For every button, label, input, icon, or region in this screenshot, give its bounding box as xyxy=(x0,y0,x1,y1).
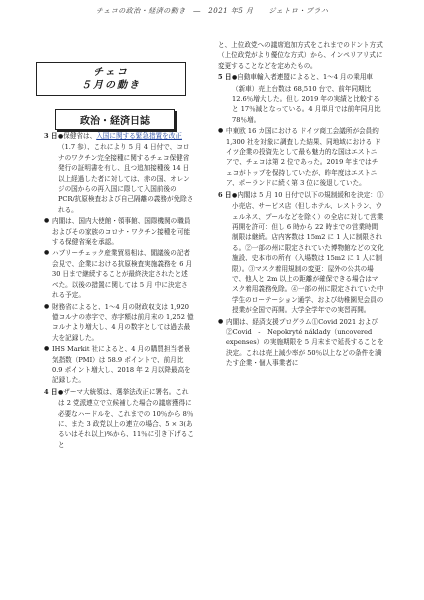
entry-day: 4 日 xyxy=(44,387,58,396)
diary-entry xyxy=(218,190,384,316)
entry-text: ●保健省は、入国に関する緊急措置を改正（1.7 参）、これにより 5 月 4 日付で、コロナのワクチン完全接種に関するチェコ保健省発行の証明書を有し、且つ追加接種後 14 日以上経過した者に対しては、赤の国、オレンジの国からの再入国に際して入国前後の PCR/抗原検査および自己隔離の義務が免除される。 xyxy=(58,132,194,214)
title-box xyxy=(36,62,186,96)
continued-text: と、上位政党への議席追加方式をこれまでのドント方式（上位政党がより優位な方式）から、インペリアリ式に変更することなどを定めたもの。 xyxy=(218,41,383,70)
diary-bullet: ● 財務省によると、1〜4 月の財政収支は 1,920 億コルナの赤字で、赤字額は前月末の 1,252 億コルナより増大し、4 月の数字としては過去最大を記録した。 xyxy=(44,302,194,344)
entry-day: 6 日 xyxy=(218,190,232,199)
diary-bullet: ● 内閣は、国内大使館・領事館、国際機関の職員およびその家族のコロナ・ワクチン接種を可能する保健省案を承認。 xyxy=(44,216,194,247)
diary-bullet: ● 中東欧 16 カ国における ドイツ商工会議所が会員約 1,300 社を対象に調査した結果、同地域における ドイツ企業の投資先として最も魅力的な国はエストニアで、チェコは第 2 位であった。2019 年まではチェコがトップを保持していたが、昨年度はエストニア、ポーランドに続く第 3 位に後退していた。 xyxy=(218,126,384,188)
title-line-2: ５月の動き xyxy=(81,80,141,91)
page-header: チェコの政治・経済の動き ― 2021 年5 月 ジェトロ・プラハ xyxy=(96,7,329,15)
diary-bullet: ● IHS Markit 社によると、4 月の購買担当者景気指数（PMI）は 58.9 ポイントで、前月比 0.9 ポイント増大し、2018 年 2 月以降最高を記録した。 xyxy=(44,344,194,386)
diary-entry xyxy=(44,387,194,450)
left-column xyxy=(44,131,194,451)
diary-entry xyxy=(44,131,194,215)
entry-text: ●内閣は 5 月 10 日付で以下の規制緩和を決定：①小売店、サービス店（但しホテル、レストラン、ウェルネス、プールなどを除く）の全店に対して営業再開を許可：但し 6 時から 22 時までの営業時間制限は継続。店内客数は 15m2 に 1 人に制限される。②一部の州に限定されていた博物館などの文化施設、史本市の所有（入場数は 15m2 に 1 人に制限）。③マスク着用規制の変更：屋外の公共の場で、他人と 2m 以上の距離が確保できる場合はマスク着用義務免除。④一部の州に限定されていた中学生のローテーション通学、および幼稚園児会員の授業が全国で再開。大学全学年での実習再開。 xyxy=(232,190,384,315)
entry-day: 5 日 xyxy=(218,73,232,82)
right-column xyxy=(218,40,384,370)
diary-bullet: ● 内閣は、経済支援プログラム①Covid 2021 および②Covid - Nepokryté náklady（uncovered expenses）の実施期限を 5 月末まで延長することを決定。これは売上減少率が 50％以上などの条件を満たす企業・個人事業者に xyxy=(218,317,384,369)
entry-day: 3 日 xyxy=(44,132,58,140)
diary-bullet: ● ハブリーチェック産業貿易相は、閣議後の記者会見で、企業における抗原検査実施義務を 6 月 30 日まで継続することが最終決定されたと述べた。以後の措置に関しては 5 月 中に決定される予定。 xyxy=(44,248,194,300)
title-line-1: チェコ xyxy=(93,67,129,78)
diary-entry xyxy=(218,72,384,125)
section-title: 政治・経済日誌 xyxy=(80,116,150,127)
entry-text: ●ザーマ大統領は、選挙法改正に署名。これは 2 党派連立で立候補した場合の議席獲得に必要なハードルを、これまでの 10％から 8％に、また 3 政党以上の連立の場合、5 × 3(あるいはそれ以上)%から、11％に引き下げること xyxy=(58,387,194,449)
section-title-box xyxy=(55,109,175,130)
entry-link[interactable]: 入国に関する緊急措置を改正 xyxy=(96,132,182,140)
entry-text: ●自動車輸入者連盟によると、1〜4 月の乗用車（新車）売上台数は 68,510 台で、前年同期比 12.6％増大した。但し 2019 年の実績と比較すると 17％減となっている。4 月単月では前年同月比 78％増。 xyxy=(232,73,381,124)
